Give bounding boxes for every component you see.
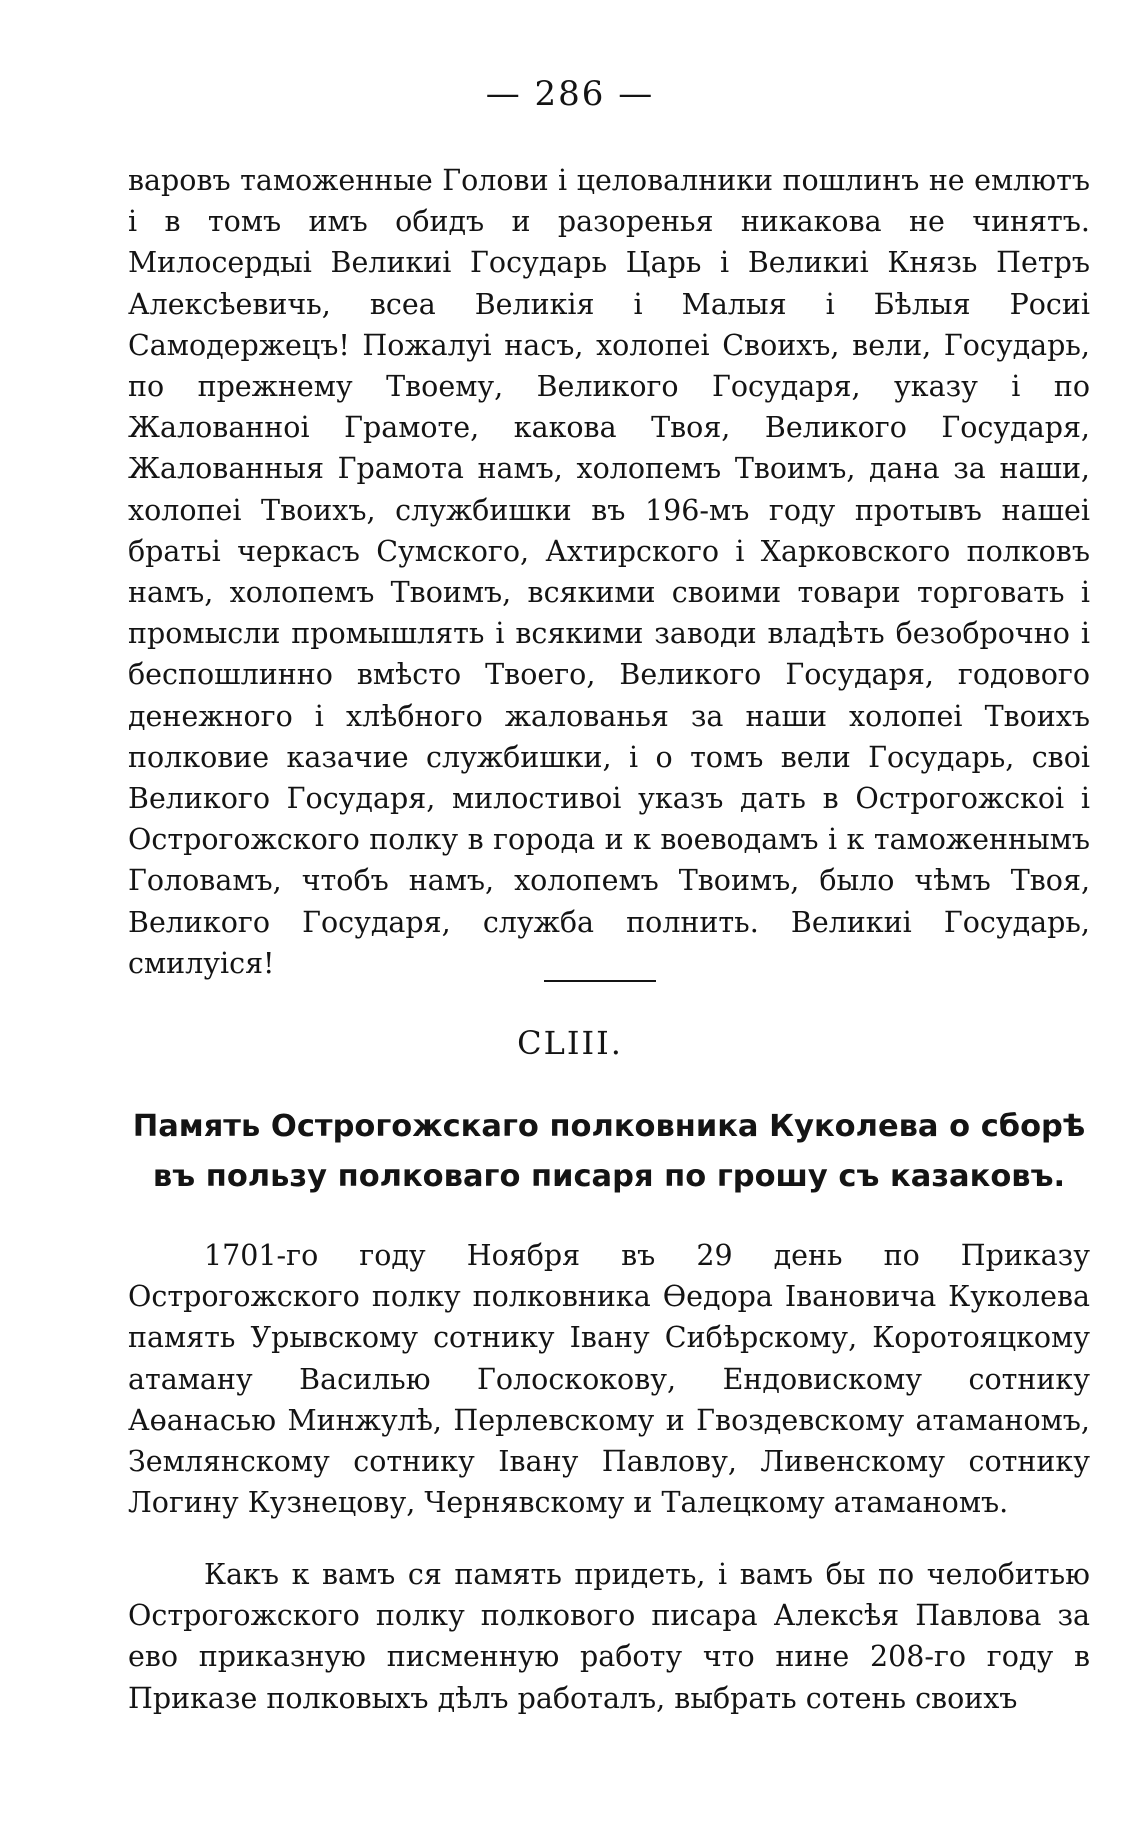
paragraph-petition-end: варовъ таможенные Голови і целовалники пошлинъ не емлютъ і в томъ имъ обидъ и разоренья никакова не чинятъ. Милосердыі Великиі Государь Царь і Великиі Князь Петръ Алексѣевичь, всеа Великія і Малыя і Бѣлыя Росиі Самодержецъ! Пожалуі насъ, холопеі Своихъ, вели, Государь, по прежнему Твоему, Великого Государя, указу і по Жалованноі Грамоте, какова Твоя, Великого Государя, Жалованныя Грамота намъ, холопемъ Твоимъ, дана за наши, холопеі Твоихъ, службишки въ 196-мъ году протывъ нашеі братьі черкасъ Сумского, Ахтирского і Харковского полковъ намъ, холопемъ Твоимъ, всякими своими товари торговать і промысли промышлять і всякими заводи владѣть безоброчно і беспошлинно вмѣсто Твоего, Великого Государя, годового денежного і хлѣбного жалованья за наши холопеі Твоихъ полковие казачие службишки, і о томъ вели Государь, своі Великого Государя, милостивоі указъ дать в Острогожскоі і Острогожского полку в города и к воеводамъ і к таможеннымъ Головамъ, чтобъ намъ, холопемъ Твоимъ, было чѣмъ Твоя, Великого Государя, служба полнить. Великиі Государь, смилуіся! <box>128 164 1090 980</box>
section-divider <box>544 980 656 982</box>
paragraph-memo-intro: 1701-го году Ноября въ 29 день по Приказу Острогожского полку полковника Өедора Івановича Куколева память Урывскому сотнику Івану Сибѣрскому, Коротояцкому атаману Василью Голоскокову, Ендовискому сотнику Аөанасью Минжулѣ, Перлевскому и Гвоздевскому атаманомъ, Землянскому сотнику Івану Павлову, Ливенскому сотнику Логину Кузнецову, Чернявскому и Талецкому атаманомъ. <box>128 1239 1090 1520</box>
page-number: — 286 — <box>485 74 655 114</box>
paragraph-memo-body: Какъ к вамъ ся память придеть, і вамъ бы по челобитью Острогожского полку полкового писара Алексѣя Павлова за ево приказную писменную работу что нине 208-го году в Приказе полковыхъ дѣлъ работалъ, выбрать сотень своихъ <box>128 1558 1090 1715</box>
section-number: CLIII. <box>517 1024 623 1062</box>
section-heading: Память Острогожскаго полковника Куколева о сборѣ въ пользу полковаго писаря по грошу съ казаковъ. <box>132 1109 1086 1194</box>
